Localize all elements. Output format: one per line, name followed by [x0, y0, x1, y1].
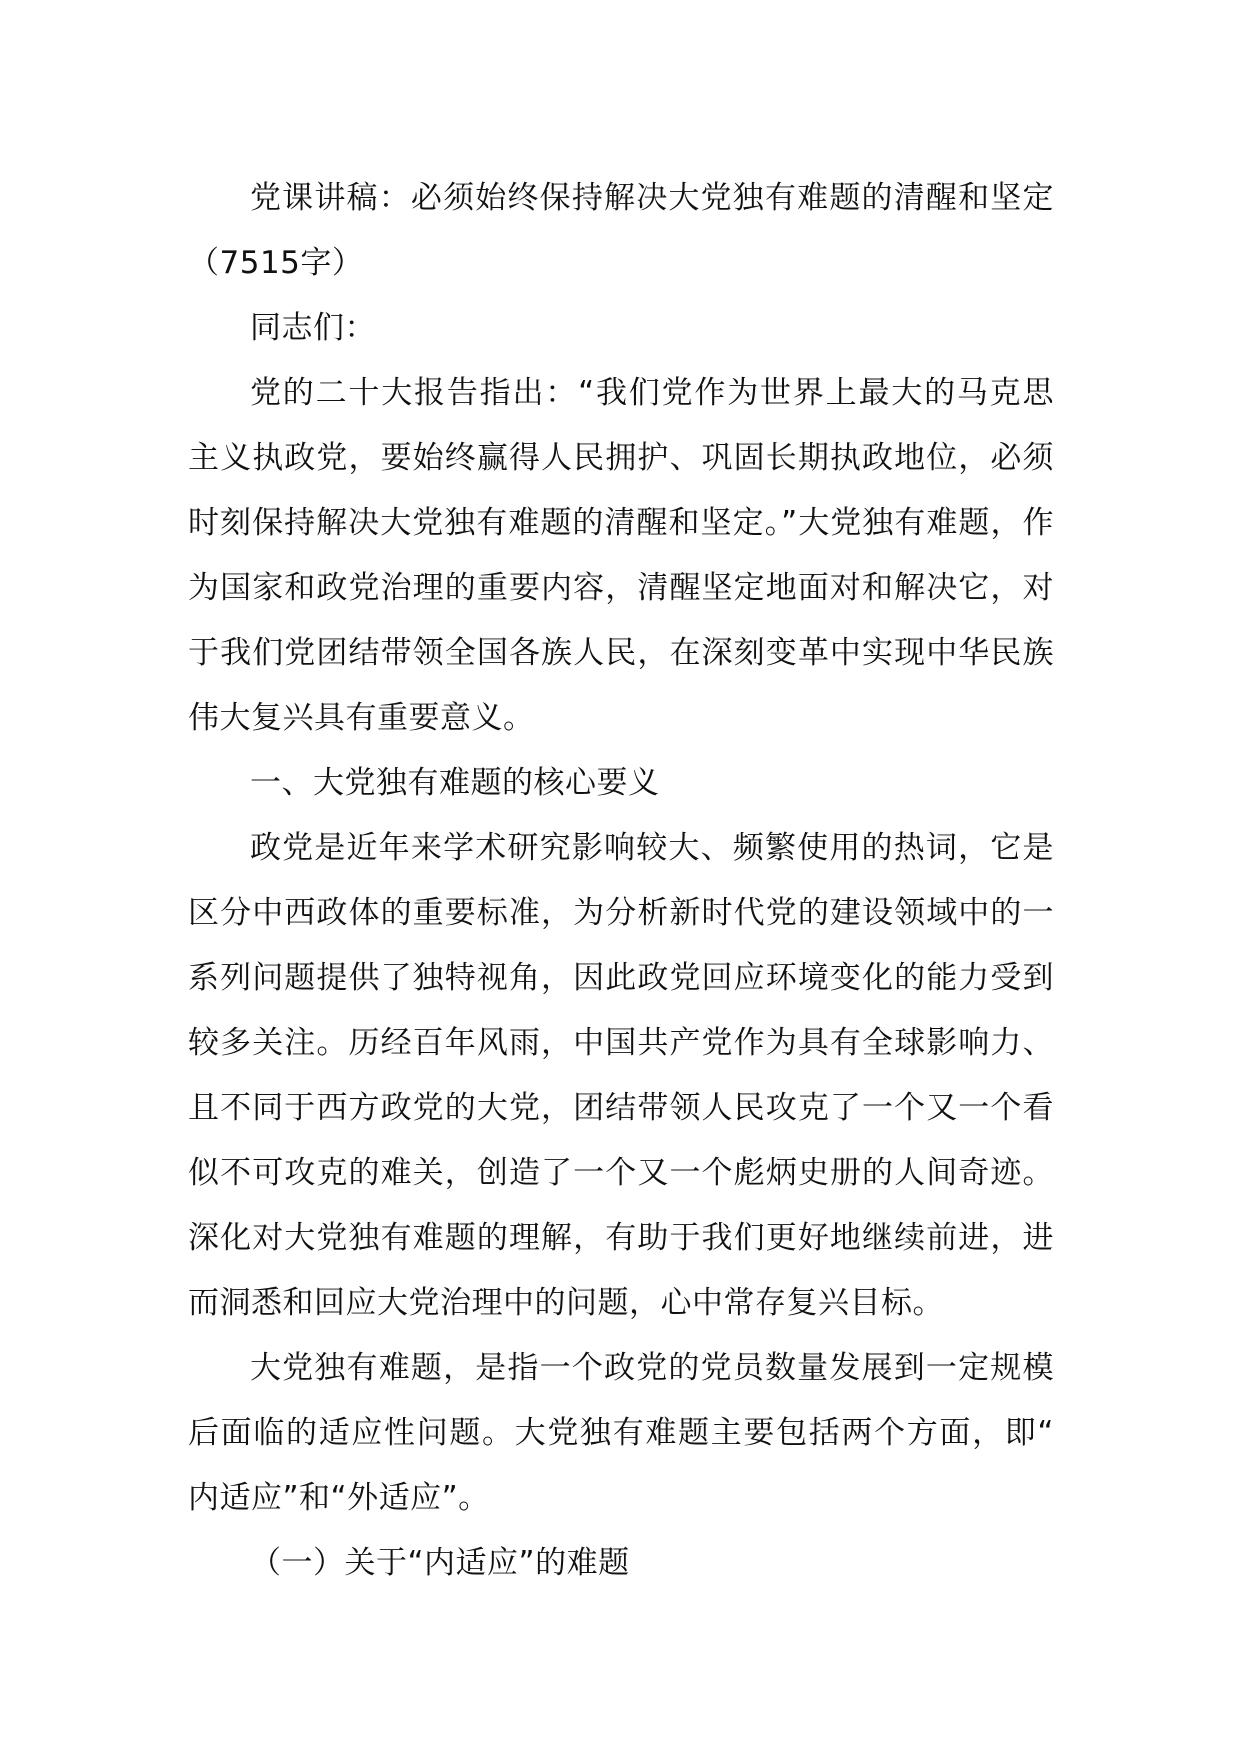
salutation: 同志们：	[250, 310, 376, 346]
document-body	[188, 166, 1054, 1596]
document-title: 党课讲稿：必须始终保持解决大党独有难题的清醒和坚定（7515字）	[188, 180, 1054, 281]
subsection-heading-1: （一）关于“内适应”的难题	[250, 1545, 630, 1581]
section-heading-1: 一、大党独有难题的核心要义	[250, 765, 660, 801]
paragraph-party-concept: 政党是近年来学术研究影响较大、频繁使用的热词，它是区分中西政体的重要标准，为分析新时代党的建设领域中的一系列问题提供了独特视角，因此政党回应环境变化的能力受到较多关注。历经百年风雨，中国共产党作为具有全球影响力、且不同于西方政党的大党，团结带领人民攻克了一个又一个看似不可攻克的难关，创造了一个又一个彪炳史册的人间奇迹。深化对大党独有难题的理解，有助于我们更好地继续前进，进而洞悉和回应大党治理中的问题，心中常存复兴目标。	[188, 830, 1054, 1321]
paragraph-definition: 大党独有难题，是指一个政党的党员数量发展到一定规模后面临的适应性问题。大党独有难题主要包括两个方面，即“内适应”和“外适应”。	[188, 1350, 1054, 1516]
paragraph-intro: 党的二十大报告指出：“我们党作为世界上最大的马克思主义执政党，要始终赢得人民拥护、巩固长期执政地位，必须时刻保持解决大党独有难题的清醒和坚定。”大党独有难题，作为国家和政党治理的重要内容，清醒坚定地面对和解决它，对于我们党团结带领全国各族人民，在深刻变革中实现中华民族伟大复兴具有重要意义。	[188, 375, 1054, 736]
